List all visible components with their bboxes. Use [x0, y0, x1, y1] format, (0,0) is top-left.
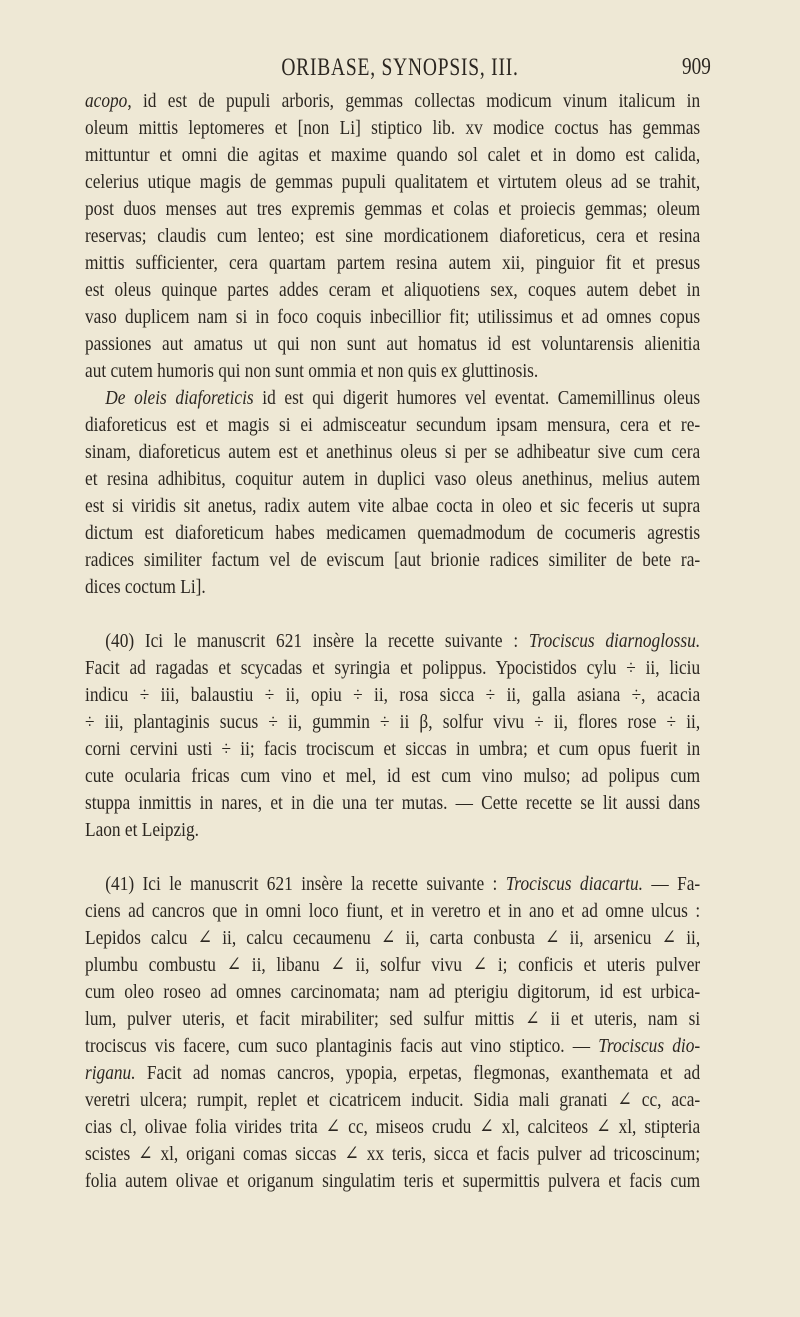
text-run: indicu ÷ iii, balaustiu ÷ ii, opiu ÷ ii, rosa sicca ÷ ii, galla asiana ÷, acacia — [85, 684, 701, 706]
text-line — [85, 817, 700, 844]
text-run: cum oleo roseo ad omnes carcinomata; nam ad pterigiu digitorum, id est urbica- — [85, 981, 701, 1003]
text-line — [85, 1087, 700, 1114]
text-run: , id est de pupuli arboris, gemmas collectas modicum vinum italicum in — [127, 90, 701, 112]
text-line — [85, 1141, 700, 1168]
paragraph-gap — [85, 601, 700, 628]
text-run: (40) Ici le manuscrit 621 insère la recette suivante : — [105, 630, 529, 652]
text-run: corni cervini usti ÷ ii; facis trociscum et siccas in umbra; et cum opus fuerit in — [85, 738, 701, 760]
text-run: stuppa inmittis in nares, et in die una ter mutas. — Cette recette se lit aussi dans — [85, 792, 701, 814]
text-line — [85, 655, 700, 682]
text-run: veretri ulcera; rumpit, replet et cicatricem inducit. Sidia mali granati ∠ cc, aca- — [85, 1089, 701, 1111]
text-line — [85, 385, 700, 412]
text-line — [85, 277, 700, 304]
text-line — [85, 925, 700, 952]
text-run: passiones aut amatus ut qui non sunt aut homatus id est voluntarensis alienitia — [85, 333, 701, 355]
text-line — [85, 574, 700, 601]
text-run: sinam, diaforeticus autem est et anethinus oleus si per se adhibeatur sive cum cera — [85, 441, 701, 463]
text-run: Facit ad nomas cancros, ypopia, erpetas, flegmonas, exanthemata et ad — [135, 1062, 701, 1084]
text-run: reservas; claudis cum lenteo; est sine mordicationem diaforeticus, cera et resina — [85, 225, 701, 247]
running-header — [0, 54, 800, 82]
text-line — [85, 223, 700, 250]
italic-title: riganu. — [85, 1062, 136, 1084]
text-line — [85, 898, 700, 925]
text-run: Lepidos calcu ∠ ii, calcu cecaumenu ∠ ii, carta conbusta ∠ ii, arsenicu ∠ ii, — [85, 927, 701, 949]
text-run: plumbu combustu ∠ ii, libanu ∠ ii, solfur vivu ∠ i; conficis et uteris pulver — [85, 954, 701, 976]
text-run: mittuntur et omni die agitas et maxime quando sol calet et in domo est calida, — [85, 144, 701, 166]
text-run: ciens ad cancros que in omni loco fiunt, et in veretro et in ano et ad omne ulcus : — [85, 900, 701, 922]
text-run: id est qui digerit humores vel eventat. Camemillinus oleus — [253, 387, 701, 409]
text-line — [85, 169, 700, 196]
text-line — [85, 736, 700, 763]
text-run: Facit ad ragadas et scycadas et syringia et polippus. Ypocistidos cylu ÷ ii, liciu — [85, 657, 701, 679]
paragraph-gap — [85, 844, 700, 871]
page-number: 909 — [682, 54, 711, 80]
text-line — [85, 1168, 700, 1195]
text-line — [85, 304, 700, 331]
text-run: diaforeticus est et magis si ei admisceatur secundum ipsam mensura, cera et re- — [85, 414, 701, 436]
text-run: aut cutem humoris qui non sunt ommia et non quis ex gluttinosis. — [85, 360, 539, 382]
text-line — [85, 250, 700, 277]
text-run: vaso duplicem nam si in foco coquis inbecillior fit; utilissimus et ad omnes copus — [85, 306, 701, 328]
text-line — [85, 1033, 700, 1060]
text-run: cias cl, olivae folia virides trita ∠ cc, miseos crudu ∠ xl, calciteos ∠ xl, stipteria — [85, 1116, 701, 1138]
text-line — [85, 952, 700, 979]
text-run: celerius utique magis de gemmas pupuli qualitatem et virtutem oleus ad se trahit, — [85, 171, 701, 193]
italic-title: Trociscus diacartu. — [505, 873, 643, 895]
text-line — [85, 88, 700, 115]
text-run: trociscus vis facere, cum suco plantaginis facis aut vino stiptico. — — [85, 1035, 599, 1057]
italic-title: Trociscus dio- — [598, 1035, 701, 1057]
text-run: est si viridis sit anetus, radix autem vite albae cocta in oleo et sic feceris ut supra — [85, 495, 701, 517]
text-run: (41) Ici le manuscrit 621 insère la recette suivante : — [105, 873, 506, 895]
text-line — [85, 115, 700, 142]
text-line — [85, 1006, 700, 1033]
text-run: mittis sufficienter, cera quartam partem resina autem xii, pinguior fit et presus — [85, 252, 701, 274]
text-run: Laon et Leipzig. — [85, 819, 199, 841]
text-run: — Fa- — [642, 873, 701, 895]
text-line — [85, 1060, 700, 1087]
text-line — [85, 520, 700, 547]
text-line — [85, 331, 700, 358]
text-line — [85, 358, 700, 385]
text-line — [85, 547, 700, 574]
italic-title: acopo — [85, 90, 128, 112]
text-line — [85, 493, 700, 520]
italic-title: Trociscus diarnoglossu. — [528, 630, 701, 652]
text-run: et resina adhibitus, coquitur autem in duplici vaso oleus anethinus, melius autem — [85, 468, 701, 490]
text-line — [85, 709, 700, 736]
text-run: dictum est diaforeticum habes medicamen quemadmodum de cocumeris agrestis — [85, 522, 701, 544]
text-line — [85, 979, 700, 1006]
text-run: scistes ∠ xl, origani comas siccas ∠ xx teris, sicca et facis pulver ad tricoscinum; — [85, 1143, 701, 1165]
text-run: est oleus quinque partes addes ceram et aliquotiens sex, coques autem debet in — [85, 279, 701, 301]
italic-title: De oleis diaforeticis — [105, 387, 254, 409]
text-run: post duos menses aut tres expremis gemmas et colas et proiecis gemmas; oleum — [85, 198, 701, 220]
text-line — [85, 142, 700, 169]
page-body — [85, 88, 700, 1195]
text-line — [85, 439, 700, 466]
text-line — [85, 682, 700, 709]
text-line — [85, 763, 700, 790]
text-line — [85, 466, 700, 493]
running-title: ORIBASE, SYNOPSIS, III. — [281, 54, 519, 81]
text-run: cute ocularia fricas cum vino et mel, id est cum vino mulso; ad polipus cum — [85, 765, 701, 787]
text-line — [85, 412, 700, 439]
text-line — [85, 196, 700, 223]
text-line — [85, 628, 700, 655]
text-run: radices similiter factum vel de eviscum [aut brionie radices similiter de bete ra- — [85, 549, 701, 571]
text-run: lum, pulver uteris, et facit mirabiliter; sed sulfur mittis ∠ ii et uteris, nam si — [85, 1008, 701, 1030]
text-run: dices coctum Li]. — [85, 576, 206, 598]
text-line — [85, 871, 700, 898]
text-run: folia autem olivae et origanum singulatim teris et supermittis pulvera et facis cum — [85, 1170, 701, 1192]
text-line — [85, 1114, 700, 1141]
text-run: ÷ iii, plantaginis sucus ÷ ii, gummin ÷ ii β, solfur vivu ÷ ii, flores rose ÷ ii, — [85, 711, 701, 733]
text-run: oleum mittis leptomeres et [non Li] stiptico lib. xv modice coctus has gemmas — [85, 117, 701, 139]
text-line — [85, 790, 700, 817]
